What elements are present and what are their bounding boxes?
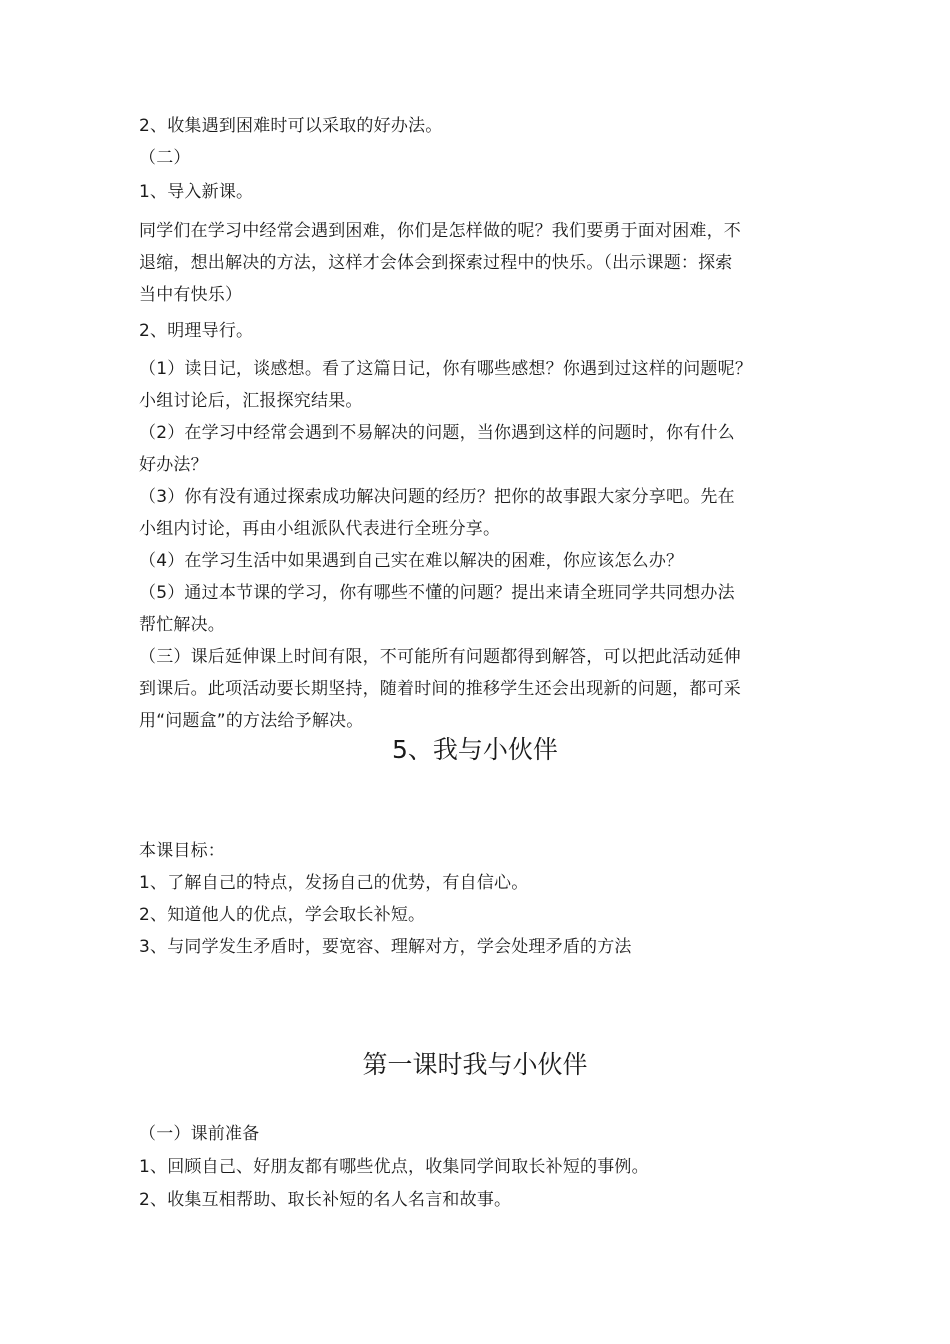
text-line: 小组内讨论，再由小组派队代表进行全班分享。 xyxy=(139,519,501,539)
text-line: 小组讨论后，汇报探究结果。 xyxy=(139,391,363,411)
text-line: 2、明理导行。 xyxy=(139,321,254,341)
text-line: （1）读日记，谈感想。看了这篇日记，你有哪些感想？你遇到过这样的问题呢？ xyxy=(139,359,753,379)
text-line: 到课后。此项活动要长期坚持，随着时间的推移学生还会出现新的问题，都可采 xyxy=(139,679,741,699)
text-line: 本课目标： xyxy=(139,841,225,861)
text-line: 2、收集互相帮助、取长补短的名人名言和故事。 xyxy=(139,1190,512,1210)
text-line: （三）课后延伸课上时间有限，不可能所有问题都得到解答，可以把此活动延伸 xyxy=(139,647,741,667)
text-line: 2、知道他人的优点，学会取长补短。 xyxy=(139,905,426,925)
text-line: （5）通过本节课的学习，你有哪些不懂的问题？提出来请全班同学共同想办法 xyxy=(139,583,735,603)
text-line: 用“问题盒”的方法给予解决。 xyxy=(139,711,364,731)
text-line: 同学们在学习中经常会遇到困难，你们是怎样做的呢？我们要勇于面对困难，不 xyxy=(139,221,741,241)
text-line: 1、回顾自己、好朋友都有哪些优点，收集同学间取长补短的事例。 xyxy=(139,1157,649,1177)
text-line: 退缩，想出解决的方法，这样才会体会到探索过程中的快乐。（出示课题：探索 xyxy=(139,253,733,273)
text-line: 当中有快乐） xyxy=(139,285,243,305)
text-line: 1、导入新课。 xyxy=(139,182,254,202)
text-line: （2）在学习中经常会遇到不易解决的问题，当你遇到这样的问题时，你有什么 xyxy=(139,423,735,443)
text-line: 2、收集遇到困难时可以采取的好办法。 xyxy=(139,116,443,136)
lesson-title: 5、我与小伙伴 xyxy=(392,735,558,764)
text-line: 1、了解自己的特点，发扬自己的优势，有自信心。 xyxy=(139,873,529,893)
text-line: 帮忙解决。 xyxy=(139,615,225,635)
text-line: （二） xyxy=(139,148,191,168)
text-line: 好办法？ xyxy=(139,455,208,475)
text-line: 3、与同学发生矛盾时，要宽容、理解对方，学会处理矛盾的方法 xyxy=(139,937,632,957)
text-line: （一）课前准备 xyxy=(139,1124,260,1144)
text-line: （3）你有没有通过探索成功解决问题的经历？把你的故事跟大家分享吧。先在 xyxy=(139,487,735,507)
text-line: （4）在学习生活中如果遇到自己实在难以解决的困难，你应该怎么办？ xyxy=(139,551,684,571)
period-title: 第一课时我与小伙伴 xyxy=(362,1050,588,1079)
